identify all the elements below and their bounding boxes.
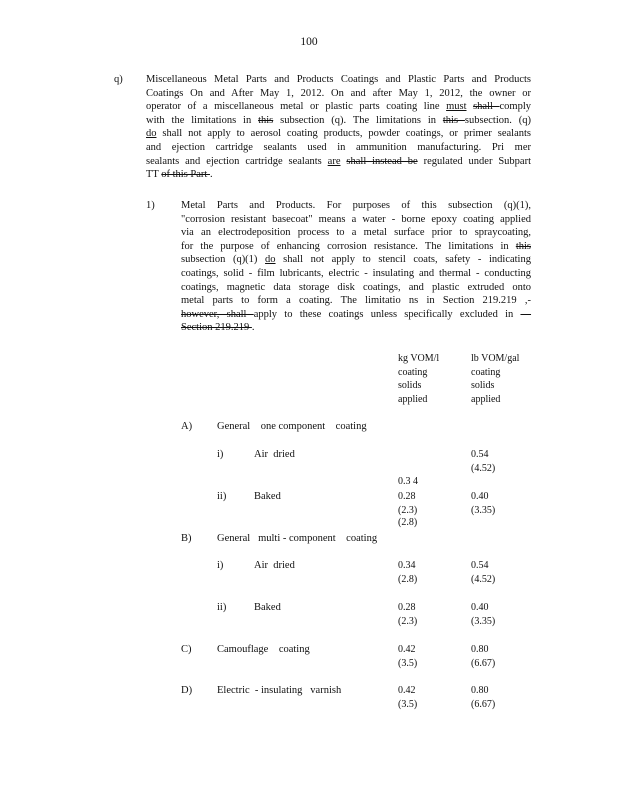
header-line: solids: [398, 380, 422, 392]
underlined-text: do: [265, 254, 276, 266]
text-run: "corrosion resistant basecoat" means a water - borne epoxy coating applied: [181, 213, 531, 225]
header-line: applied: [471, 393, 501, 405]
row-letter: D): [181, 685, 193, 696]
value-line: (2.3): [398, 615, 418, 627]
value-line: 0.28: [398, 491, 416, 502]
value-line: (3.35): [471, 615, 496, 627]
row-label: Camouflage coating: [217, 644, 310, 655]
value-kg: [398, 490, 417, 517]
text-run: sealants and ejection cartridge sealants: [146, 155, 328, 167]
struck-text: this: [515, 240, 531, 252]
row-label: Electric - insulating varnish: [217, 685, 342, 696]
value-line: (2.8): [398, 516, 418, 528]
value-line: 0.80: [471, 644, 489, 655]
item-1-paragraph: [181, 199, 531, 335]
text-run: Miscellaneous Metal Parts and Products Coatings and Plastic Parts and Products: [146, 74, 531, 85]
text-line: [181, 267, 531, 281]
header-line: coating: [398, 366, 428, 378]
text-run: with the limitations in: [146, 114, 259, 126]
subsection-q-label: q): [114, 74, 123, 85]
value-lb: [471, 684, 495, 711]
row-letter: B): [181, 533, 192, 544]
text-run: operator of a miscellaneous metal or plastic parts coating line: [146, 101, 447, 113]
value-line: 0.40: [471, 491, 489, 502]
row-roman: i): [217, 449, 224, 460]
struck-text: shall: [473, 101, 500, 113]
struck-text: this: [442, 114, 465, 126]
row-label: General one component coating: [217, 421, 367, 432]
text-line: [146, 168, 531, 182]
value-line: 0.42: [398, 644, 416, 655]
text-line: [181, 226, 531, 240]
row-letter: C): [181, 644, 192, 655]
row-letter: A): [181, 421, 193, 432]
struck-text: this: [258, 114, 274, 126]
value-kg: [398, 601, 417, 628]
row-label: Air dried: [254, 560, 295, 571]
text-line: [181, 308, 531, 322]
text-run: metal parts to form a coating. The limitatio ns in Section 219.219 ,-: [181, 295, 531, 307]
value-lb: [471, 490, 495, 517]
item-1-label: 1): [146, 200, 155, 211]
text-line: [146, 114, 531, 128]
underlined-text: must: [446, 101, 467, 113]
text-run: .: [209, 169, 213, 181]
value-lb: [471, 601, 495, 628]
text-line: [181, 294, 531, 308]
text-run: Coatings On and After May 1, 2012. On and after May 1, 2012, the owner or: [146, 87, 531, 99]
value-line: 0.34: [398, 560, 416, 571]
value-lb: [471, 559, 495, 586]
value-line: 0.40: [471, 602, 489, 613]
text-run: shall not apply to stencil coats, safety - indicating: [275, 254, 531, 266]
struck-text: however, shall: [181, 308, 254, 320]
value-line: (3.35): [471, 504, 496, 516]
value-line: 0.54: [471, 449, 489, 460]
text-run: for the purpose of enhancing corrosion resistance. The limitations in: [181, 240, 516, 252]
value-line: 0.28: [398, 602, 416, 613]
row-label: Baked: [254, 602, 281, 613]
underlined-text: are: [327, 155, 341, 167]
page-number: 100: [300, 36, 318, 48]
text-run: coatings, magnetic data storage disk coatings, and plastic extruded onto: [181, 281, 531, 293]
text-line: [181, 240, 531, 254]
text-line: [181, 253, 531, 267]
value-line: (4.52): [471, 462, 496, 474]
text-run: and ejection cartridge sealants used in ammunition manufacturing. Pri mer: [146, 141, 531, 153]
value-line: (6.67): [471, 698, 496, 710]
text-run: subsection (q). The limitations in: [273, 114, 443, 126]
text-run: Metal Parts and Products. For purposes of this subsection (q)(1),: [181, 200, 531, 211]
underlined-text: do: [146, 128, 157, 140]
value-line: 0.54: [471, 560, 489, 571]
text-line: [146, 141, 531, 155]
text-line: [146, 127, 531, 141]
header-line: kg VOM/l: [398, 353, 440, 364]
row-label: Baked: [254, 491, 281, 502]
value-line: 0.3 4: [398, 476, 418, 488]
row-label: Air dried: [254, 449, 295, 460]
text-run: TT: [146, 169, 162, 181]
value-lb: [471, 448, 495, 475]
column-header-kg: [398, 352, 439, 406]
header-line: solids: [471, 380, 495, 392]
struck-text: Section 219.219: [181, 322, 252, 334]
struck-text: —: [520, 308, 531, 320]
text-line: [181, 199, 531, 213]
struck-text: shall instead be: [346, 155, 418, 167]
text-run: regulated under Subpart: [417, 155, 532, 167]
value-line: (6.67): [471, 657, 496, 669]
subsection-q-paragraph: [146, 73, 531, 182]
text-run: subsection (q)(1): [181, 254, 266, 266]
row-label: General multi - component coating: [217, 533, 378, 544]
text-run: apply to these coatings unless specifically excluded in: [253, 308, 521, 320]
text-run: subsection. (q): [464, 114, 531, 126]
text-run: via an electrodeposition process to a metal surface prior to spraycoating,: [181, 227, 531, 239]
value-kg: [398, 643, 417, 670]
text-line: [146, 73, 531, 87]
value-kg: [398, 559, 417, 586]
value-line: (3.5): [398, 657, 418, 669]
text-run: comply: [499, 101, 531, 113]
text-line: [181, 213, 531, 227]
row-roman: ii): [217, 491, 227, 502]
text-line: [146, 155, 531, 169]
value-kg: [398, 684, 417, 711]
header-line: lb VOM/gal: [471, 353, 520, 364]
value-line: 0.42: [398, 685, 416, 696]
text-line: [181, 321, 531, 335]
text-run: coatings, solid - film lubricants, electric - insulating and thermal - conducting: [181, 267, 531, 279]
text-run: shall not apply to aerosol coating products, powder coatings, or primer sealants: [156, 128, 531, 140]
text-line: [146, 87, 531, 101]
header-line: applied: [398, 393, 428, 405]
column-header-lb: [471, 352, 519, 406]
value-line: (2.3): [398, 504, 418, 516]
row-roman: ii): [217, 602, 227, 613]
text-line: [181, 281, 531, 295]
row-roman: i): [217, 560, 224, 571]
value-line: (4.52): [471, 573, 496, 585]
text-run: .: [251, 322, 255, 334]
header-line: coating: [471, 366, 501, 378]
value-line: (3.5): [398, 698, 418, 710]
value-line: (2.8): [398, 573, 418, 585]
value-line: 0.80: [471, 685, 489, 696]
text-line: [146, 100, 531, 114]
struck-text: of this Part: [161, 169, 210, 181]
value-lb: [471, 643, 495, 670]
